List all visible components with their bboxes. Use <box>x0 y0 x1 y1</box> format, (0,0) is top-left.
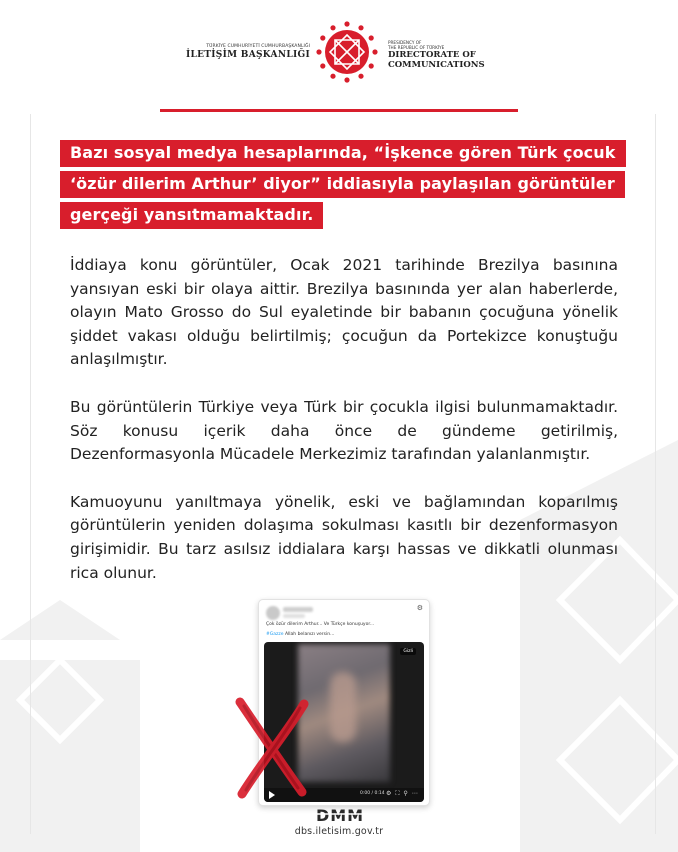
emblem-logo-icon <box>313 18 381 86</box>
header-left-small: TÜRKİYE CUMHURİYETİ CUMHURBAŞKANLIĞI <box>206 44 310 49</box>
headline-line-1: Bazı sosyal medya hesaplarında, “İşkence gören Türk çocuk <box>60 140 626 167</box>
post-author-handle-blurred <box>283 614 305 618</box>
paragraph-2: Bu görüntülerin Türkiye veya Türk bir çocukla ilgisi bulunmamaktadır. Söz konusu içerik daha önce de gündeme getirilmiş, Dezenformasyonla Mücadele Merkezimiz tarafından yalanlanmıştır. <box>70 397 618 464</box>
post-hashtag: #Gazze <box>266 632 284 637</box>
video-badge: Gizli <box>400 648 416 655</box>
header <box>0 0 678 100</box>
more-options-icon: ⚙ <box>416 604 423 612</box>
dmm-logo-text: DMM <box>315 807 365 823</box>
dmm-logo-icon <box>308 807 372 823</box>
headline-line-3: gerçeği yansıtmamaktadır. <box>60 202 323 229</box>
paragraph-3: Kamuoyunu yanıltmaya yönelik, eski ve bağlamından koparılmış görüntülerin yeniden dolaşıma sokulması kasıtlı bir dezenformasyon girişimidir. Bu tarz asılsız iddialara karşı hassas ve dikkatli olunması rica olunur. <box>70 492 618 582</box>
header-right-small-1: PRESIDENCY OF <box>388 40 422 45</box>
video-time: 0:00 / 0:14 <box>360 791 385 796</box>
header-right-title <box>388 40 518 70</box>
post-text-rest: Allah belanızı versin... <box>283 632 335 637</box>
headline <box>60 140 660 233</box>
header-left-title <box>180 44 310 60</box>
header-right-big-1: DIRECTORATE OF <box>388 50 476 60</box>
video-control-icons: ⚙ ⛶ ⚲ ⋯ <box>386 790 419 797</box>
header-left-big: İLETİŞİM BAŞKANLIĞI <box>185 50 310 60</box>
header-divider <box>160 109 518 112</box>
headline-line-2: ‘özür dilerim Arthur’ diyor” iddiasıyla paylaşılan görüntüler <box>60 171 625 198</box>
post-text-line-1: Çok özür dilerim Arthur... Ve Türkçe konuşuyor... <box>266 622 375 627</box>
false-cross-icon <box>232 692 310 802</box>
blurred-figure <box>330 672 356 742</box>
footer-url[interactable]: dbs.iletisim.gov.tr <box>294 826 384 837</box>
post-text-line-2 <box>266 632 334 637</box>
post-author-name-blurred <box>283 607 313 612</box>
header-right-small-2: THE REPUBLIC OF TÜRKİYE <box>388 45 445 50</box>
header-right-big-2: COMMUNICATIONS <box>388 60 485 70</box>
paragraph-1: İddiaya konu görüntüler, Ocak 2021 tarihinde Brezilya basınına yansıyan eski bir olaya aittir. Brezilya basınında yer alan haberlerde, olayın Mato Grosso do Sul eyaletinde bir babanın çocuğuna yönelik şiddet vakası olduğu belirtilmiş; çocuğun da Portekizce konuştuğu anlaşılmıştır. <box>70 256 618 369</box>
body-text <box>70 254 618 609</box>
avatar <box>266 606 280 620</box>
